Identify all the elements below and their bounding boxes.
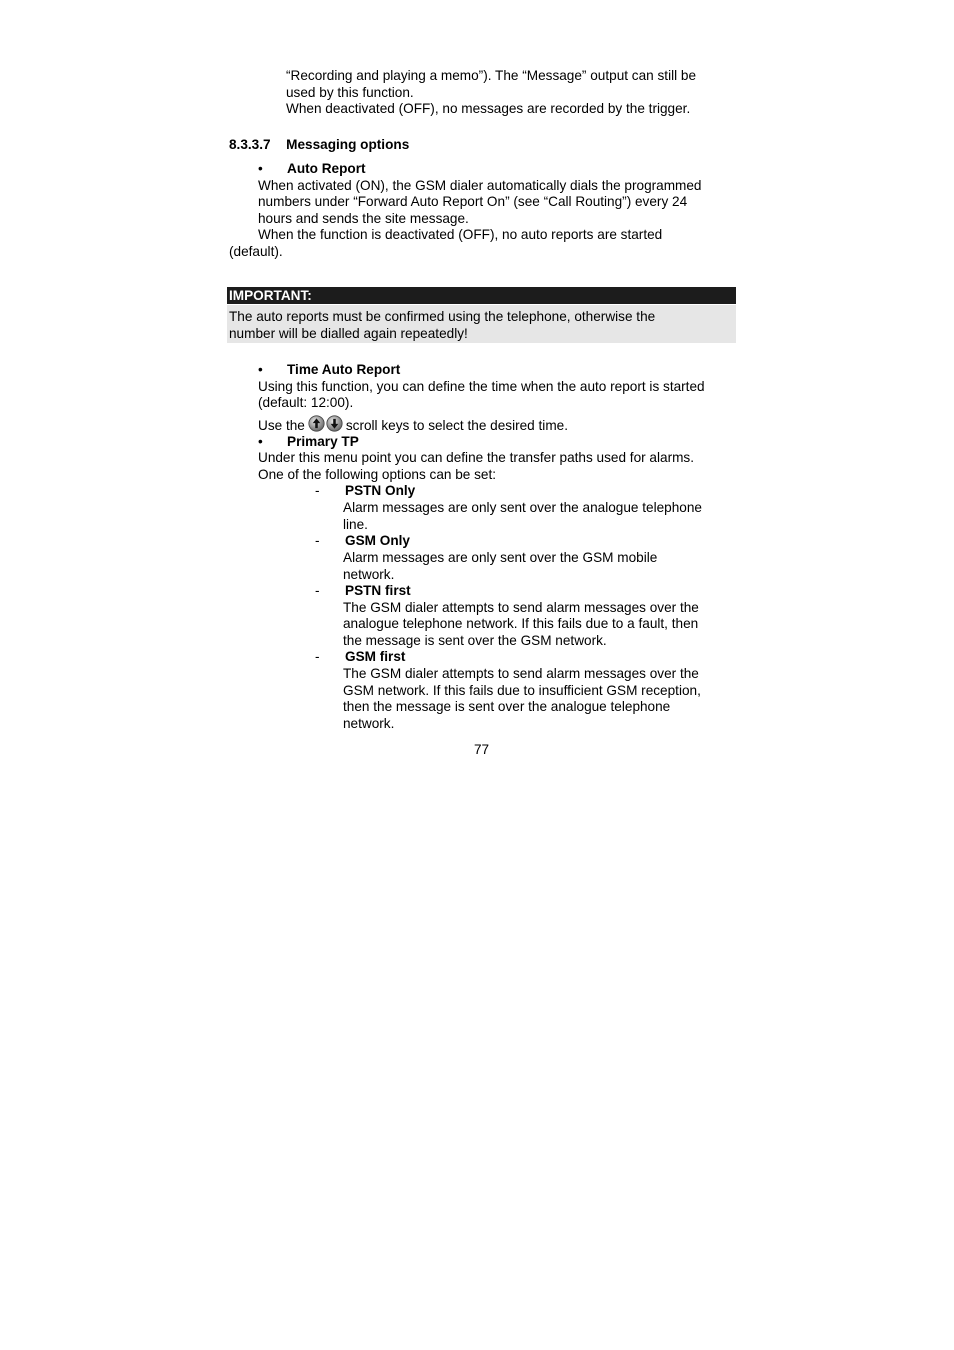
- option-text: Alarm messages are only sent over the analogue telephone: [343, 500, 702, 515]
- option-text: network.: [343, 567, 395, 582]
- option-dash: -: [315, 483, 320, 498]
- auto-report-text: When activated (ON), the GSM dialer automatically dials the programmed: [258, 178, 702, 193]
- option-title-gsm-only: GSM Only: [345, 533, 410, 548]
- intro-line: “Recording and playing a memo”). The “Message” output can still be: [286, 68, 697, 83]
- section-number: 8.3.3.7: [229, 137, 271, 152]
- primary-tp-text: One of the following options can be set:: [258, 467, 497, 482]
- important-text: The auto reports must be confirmed using the telephone, otherwise the: [229, 309, 656, 324]
- important-text: number will be dialled again repeatedly!: [229, 325, 468, 341]
- page-number: 77: [474, 742, 490, 757]
- bullet-marker: •: [258, 434, 263, 449]
- option-text: The GSM dialer attempts to send alarm messages over the: [343, 666, 699, 681]
- intro-line: When deactivated (OFF), no messages are recorded by the trigger.: [286, 101, 691, 116]
- scroll-keys-text-before: Use the: [258, 418, 305, 433]
- option-dash: -: [315, 583, 320, 598]
- important-box: [227, 305, 736, 343]
- option-text: Alarm messages are only sent over the GSM mobile: [343, 550, 658, 565]
- bullet-marker: •: [258, 161, 263, 176]
- bullet-marker: •: [258, 362, 263, 377]
- primary-tp-title: Primary TP: [287, 434, 359, 449]
- time-auto-report-text: [258, 415, 568, 435]
- time-auto-report-text: Using this function, you can define the time when the auto report is started: [258, 379, 705, 394]
- auto-report-text: numbers under “Forward Auto Report On” (see “Call Routing”) every 24: [258, 194, 688, 209]
- section-title: Messaging options: [286, 137, 410, 152]
- scroll-keys: [308, 415, 343, 432]
- auto-report-title: Auto Report: [287, 161, 366, 176]
- primary-tp-text: Under this menu point you can define the transfer paths used for alarms.: [258, 450, 694, 465]
- auto-report-text: (default).: [229, 244, 283, 259]
- option-text: network.: [343, 716, 395, 731]
- scroll-up-icon: [308, 415, 325, 432]
- option-text: line.: [343, 517, 368, 532]
- option-text: The GSM dialer attempts to send alarm messages over the: [343, 600, 699, 615]
- option-title-gsm-first: GSM first: [345, 649, 406, 664]
- time-auto-report-title: Time Auto Report: [287, 362, 401, 377]
- option-dash: -: [315, 533, 320, 548]
- option-text: analogue telephone network. If this fails due to a fault, then: [343, 616, 699, 631]
- auto-report-text: hours and sends the site message.: [258, 211, 469, 226]
- option-title-pstn-first: PSTN first: [345, 583, 411, 598]
- section-heading: [229, 137, 409, 154]
- scroll-keys-text-after: scroll keys to select the desired time.: [345, 418, 568, 433]
- time-auto-report-text: (default: 12:00).: [258, 395, 354, 410]
- important-heading: IMPORTANT:: [227, 287, 736, 304]
- scroll-down-icon: [326, 415, 343, 432]
- option-text: GSM network. If this fails due to insufficient GSM reception,: [343, 683, 701, 698]
- option-dash: -: [315, 649, 320, 664]
- option-title-pstn-only: PSTN Only: [345, 483, 416, 498]
- intro-line: used by this function.: [286, 85, 414, 100]
- option-text: then the message is sent over the analogue telephone: [343, 699, 671, 714]
- auto-report-text: When the function is deactivated (OFF), no auto reports are started: [258, 227, 663, 242]
- option-text: the message is sent over the GSM network.: [343, 633, 607, 648]
